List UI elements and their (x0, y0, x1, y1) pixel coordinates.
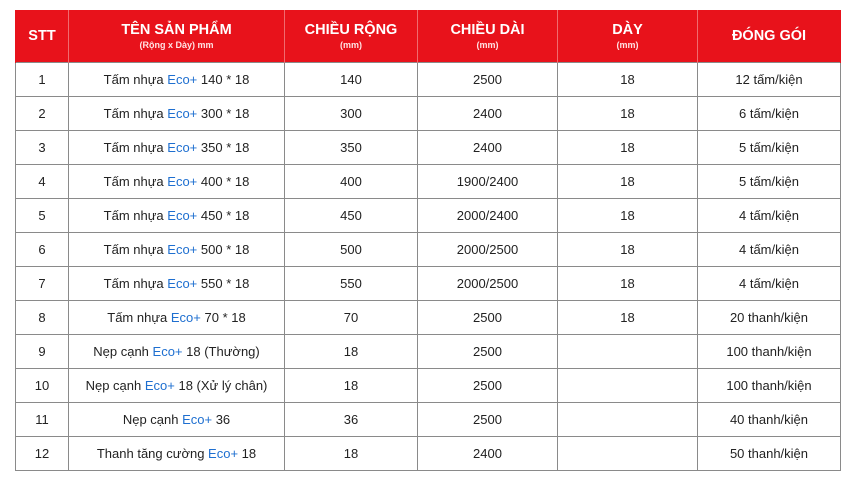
product-name-prefix: Tấm nhựa (103, 276, 168, 291)
cell-stt: 7 (16, 267, 69, 301)
cell-length: 2000/2500 (418, 233, 558, 267)
product-name-prefix: Tấm nhựa (103, 140, 168, 155)
cell-packing: 100 thanh/kiện (698, 369, 841, 403)
table-row (16, 369, 841, 403)
product-name-suffix: 18 (238, 446, 257, 461)
product-name-prefix: Tấm nhựa (103, 174, 168, 189)
cell-length: 1900/2400 (418, 165, 558, 199)
cell-width: 140 (285, 63, 418, 97)
cell-thickness (558, 369, 698, 403)
cell-width: 400 (285, 165, 418, 199)
cell-width: 18 (285, 335, 418, 369)
cell-stt: 4 (16, 165, 69, 199)
cell-length: 2000/2500 (418, 267, 558, 301)
table-row (16, 131, 841, 165)
cell-thickness: 18 (558, 63, 698, 97)
cell-packing: 4 tấm/kiện (698, 199, 841, 233)
cell-packing: 100 thanh/kiện (698, 335, 841, 369)
cell-packing: 12 tấm/kiện (698, 63, 841, 97)
header-width-unit: (mm) (340, 40, 362, 50)
cell-packing: 6 tấm/kiện (698, 97, 841, 131)
cell-stt: 5 (16, 199, 69, 233)
cell-packing: 4 tấm/kiện (698, 233, 841, 267)
cell-packing: 4 tấm/kiện (698, 267, 841, 301)
product-name-prefix: Tấm nhựa (103, 242, 168, 257)
table-row (16, 63, 841, 97)
header-packing: ĐÓNG GÓI (698, 10, 841, 63)
cell-stt: 2 (16, 97, 69, 131)
table-row (16, 403, 841, 437)
product-name-prefix: Tấm nhựa (103, 72, 168, 87)
table-body (16, 63, 841, 471)
cell-product-name (69, 63, 285, 97)
cell-length: 2400 (418, 437, 558, 471)
table-row (16, 165, 841, 199)
cell-product-name (69, 301, 285, 335)
table-row (16, 301, 841, 335)
cell-length: 2000/2400 (418, 199, 558, 233)
brand-name: Eco+ (167, 106, 198, 121)
cell-thickness: 18 (558, 199, 698, 233)
brand-name: Eco+ (144, 378, 175, 393)
header-length: CHIỀU DÀI (mm) (418, 10, 558, 63)
cell-stt: 9 (16, 335, 69, 369)
cell-width: 300 (285, 97, 418, 131)
product-name-suffix: 400 * 18 (197, 174, 250, 189)
product-name-suffix: 500 * 18 (197, 242, 250, 257)
cell-thickness: 18 (558, 267, 698, 301)
cell-product-name (69, 165, 285, 199)
cell-width: 36 (285, 403, 418, 437)
cell-packing: 50 thanh/kiện (698, 437, 841, 471)
cell-thickness: 18 (558, 233, 698, 267)
product-name-suffix: 450 * 18 (197, 208, 250, 223)
cell-thickness: 18 (558, 301, 698, 335)
product-name-suffix: 550 * 18 (197, 276, 250, 291)
table-row (16, 233, 841, 267)
cell-length: 2500 (418, 301, 558, 335)
product-name-suffix: 350 * 18 (197, 140, 250, 155)
product-name-prefix: Nẹp cạnh (93, 344, 153, 359)
cell-stt: 1 (16, 63, 69, 97)
cell-length: 2500 (418, 369, 558, 403)
header-product-name: TÊN SẢN PHẨM (Rộng x Dày) mm (69, 10, 285, 63)
cell-width: 500 (285, 233, 418, 267)
brand-name: Eco+ (167, 242, 198, 257)
cell-stt: 8 (16, 301, 69, 335)
brand-name: Eco+ (208, 446, 239, 461)
product-name-suffix: 70 * 18 (200, 310, 246, 325)
table-header-row (16, 10, 841, 63)
product-name-prefix: Tấm nhựa (103, 106, 168, 121)
cell-stt: 12 (16, 437, 69, 471)
brand-name: Eco+ (167, 174, 198, 189)
cell-length: 2500 (418, 335, 558, 369)
product-name-suffix: 140 * 18 (197, 72, 250, 87)
cell-thickness: 18 (558, 165, 698, 199)
brand-name: Eco+ (170, 310, 201, 325)
cell-stt: 6 (16, 233, 69, 267)
header-product-name-unit: (Rộng x Dày) mm (139, 40, 214, 50)
product-name-prefix: Tấm nhựa (107, 310, 171, 325)
header-thickness: DÀY (mm) (558, 10, 698, 63)
cell-length: 2400 (418, 131, 558, 165)
header-length-unit: (mm) (476, 40, 499, 50)
product-name-prefix: Nẹp cạnh (85, 378, 145, 393)
table-row (16, 267, 841, 301)
cell-packing: 40 thanh/kiện (698, 403, 841, 437)
product-name-prefix: Nẹp cạnh (122, 412, 183, 427)
cell-width: 18 (285, 437, 418, 471)
table-row (16, 437, 841, 471)
brand-name: Eco+ (182, 412, 213, 427)
header-width: CHIỀU RỘNG (mm) (285, 10, 418, 63)
brand-name: Eco+ (167, 208, 198, 223)
brand-name: Eco+ (167, 72, 198, 87)
cell-thickness: 18 (558, 131, 698, 165)
cell-packing: 20 thanh/kiện (698, 301, 841, 335)
cell-width: 350 (285, 131, 418, 165)
cell-width: 70 (285, 301, 418, 335)
product-name-suffix: 300 * 18 (197, 106, 250, 121)
cell-product-name (69, 131, 285, 165)
cell-stt: 11 (16, 403, 69, 437)
table-row (16, 199, 841, 233)
table-row (16, 335, 841, 369)
header-stt: STT (16, 10, 69, 63)
header-thickness-unit: (mm) (616, 40, 639, 50)
cell-length: 2400 (418, 97, 558, 131)
cell-packing: 5 tấm/kiện (698, 165, 841, 199)
cell-product-name (69, 437, 285, 471)
cell-thickness (558, 437, 698, 471)
brand-name: Eco+ (167, 276, 198, 291)
cell-product-name (69, 97, 285, 131)
product-name-suffix: 18 (Xử lý chân) (174, 378, 268, 393)
cell-length: 2500 (418, 403, 558, 437)
product-name-suffix: 18 (Thường) (182, 344, 260, 359)
cell-product-name (69, 403, 285, 437)
cell-stt: 10 (16, 369, 69, 403)
table-row (16, 97, 841, 131)
product-name-prefix: Thanh tăng cường (96, 446, 209, 461)
cell-thickness (558, 335, 698, 369)
cell-thickness: 18 (558, 97, 698, 131)
cell-product-name (69, 335, 285, 369)
brand-name: Eco+ (167, 140, 198, 155)
product-name-prefix: Tấm nhựa (103, 208, 168, 223)
cell-product-name (69, 233, 285, 267)
cell-width: 18 (285, 369, 418, 403)
product-spec-table (15, 10, 841, 471)
cell-width: 550 (285, 267, 418, 301)
cell-width: 450 (285, 199, 418, 233)
product-name-suffix: 36 (212, 412, 231, 427)
cell-thickness (558, 403, 698, 437)
product-table-wrapper (15, 10, 841, 471)
cell-packing: 5 tấm/kiện (698, 131, 841, 165)
cell-product-name (69, 369, 285, 403)
cell-length: 2500 (418, 63, 558, 97)
cell-product-name (69, 267, 285, 301)
cell-stt: 3 (16, 131, 69, 165)
cell-product-name (69, 199, 285, 233)
brand-name: Eco+ (152, 344, 183, 359)
